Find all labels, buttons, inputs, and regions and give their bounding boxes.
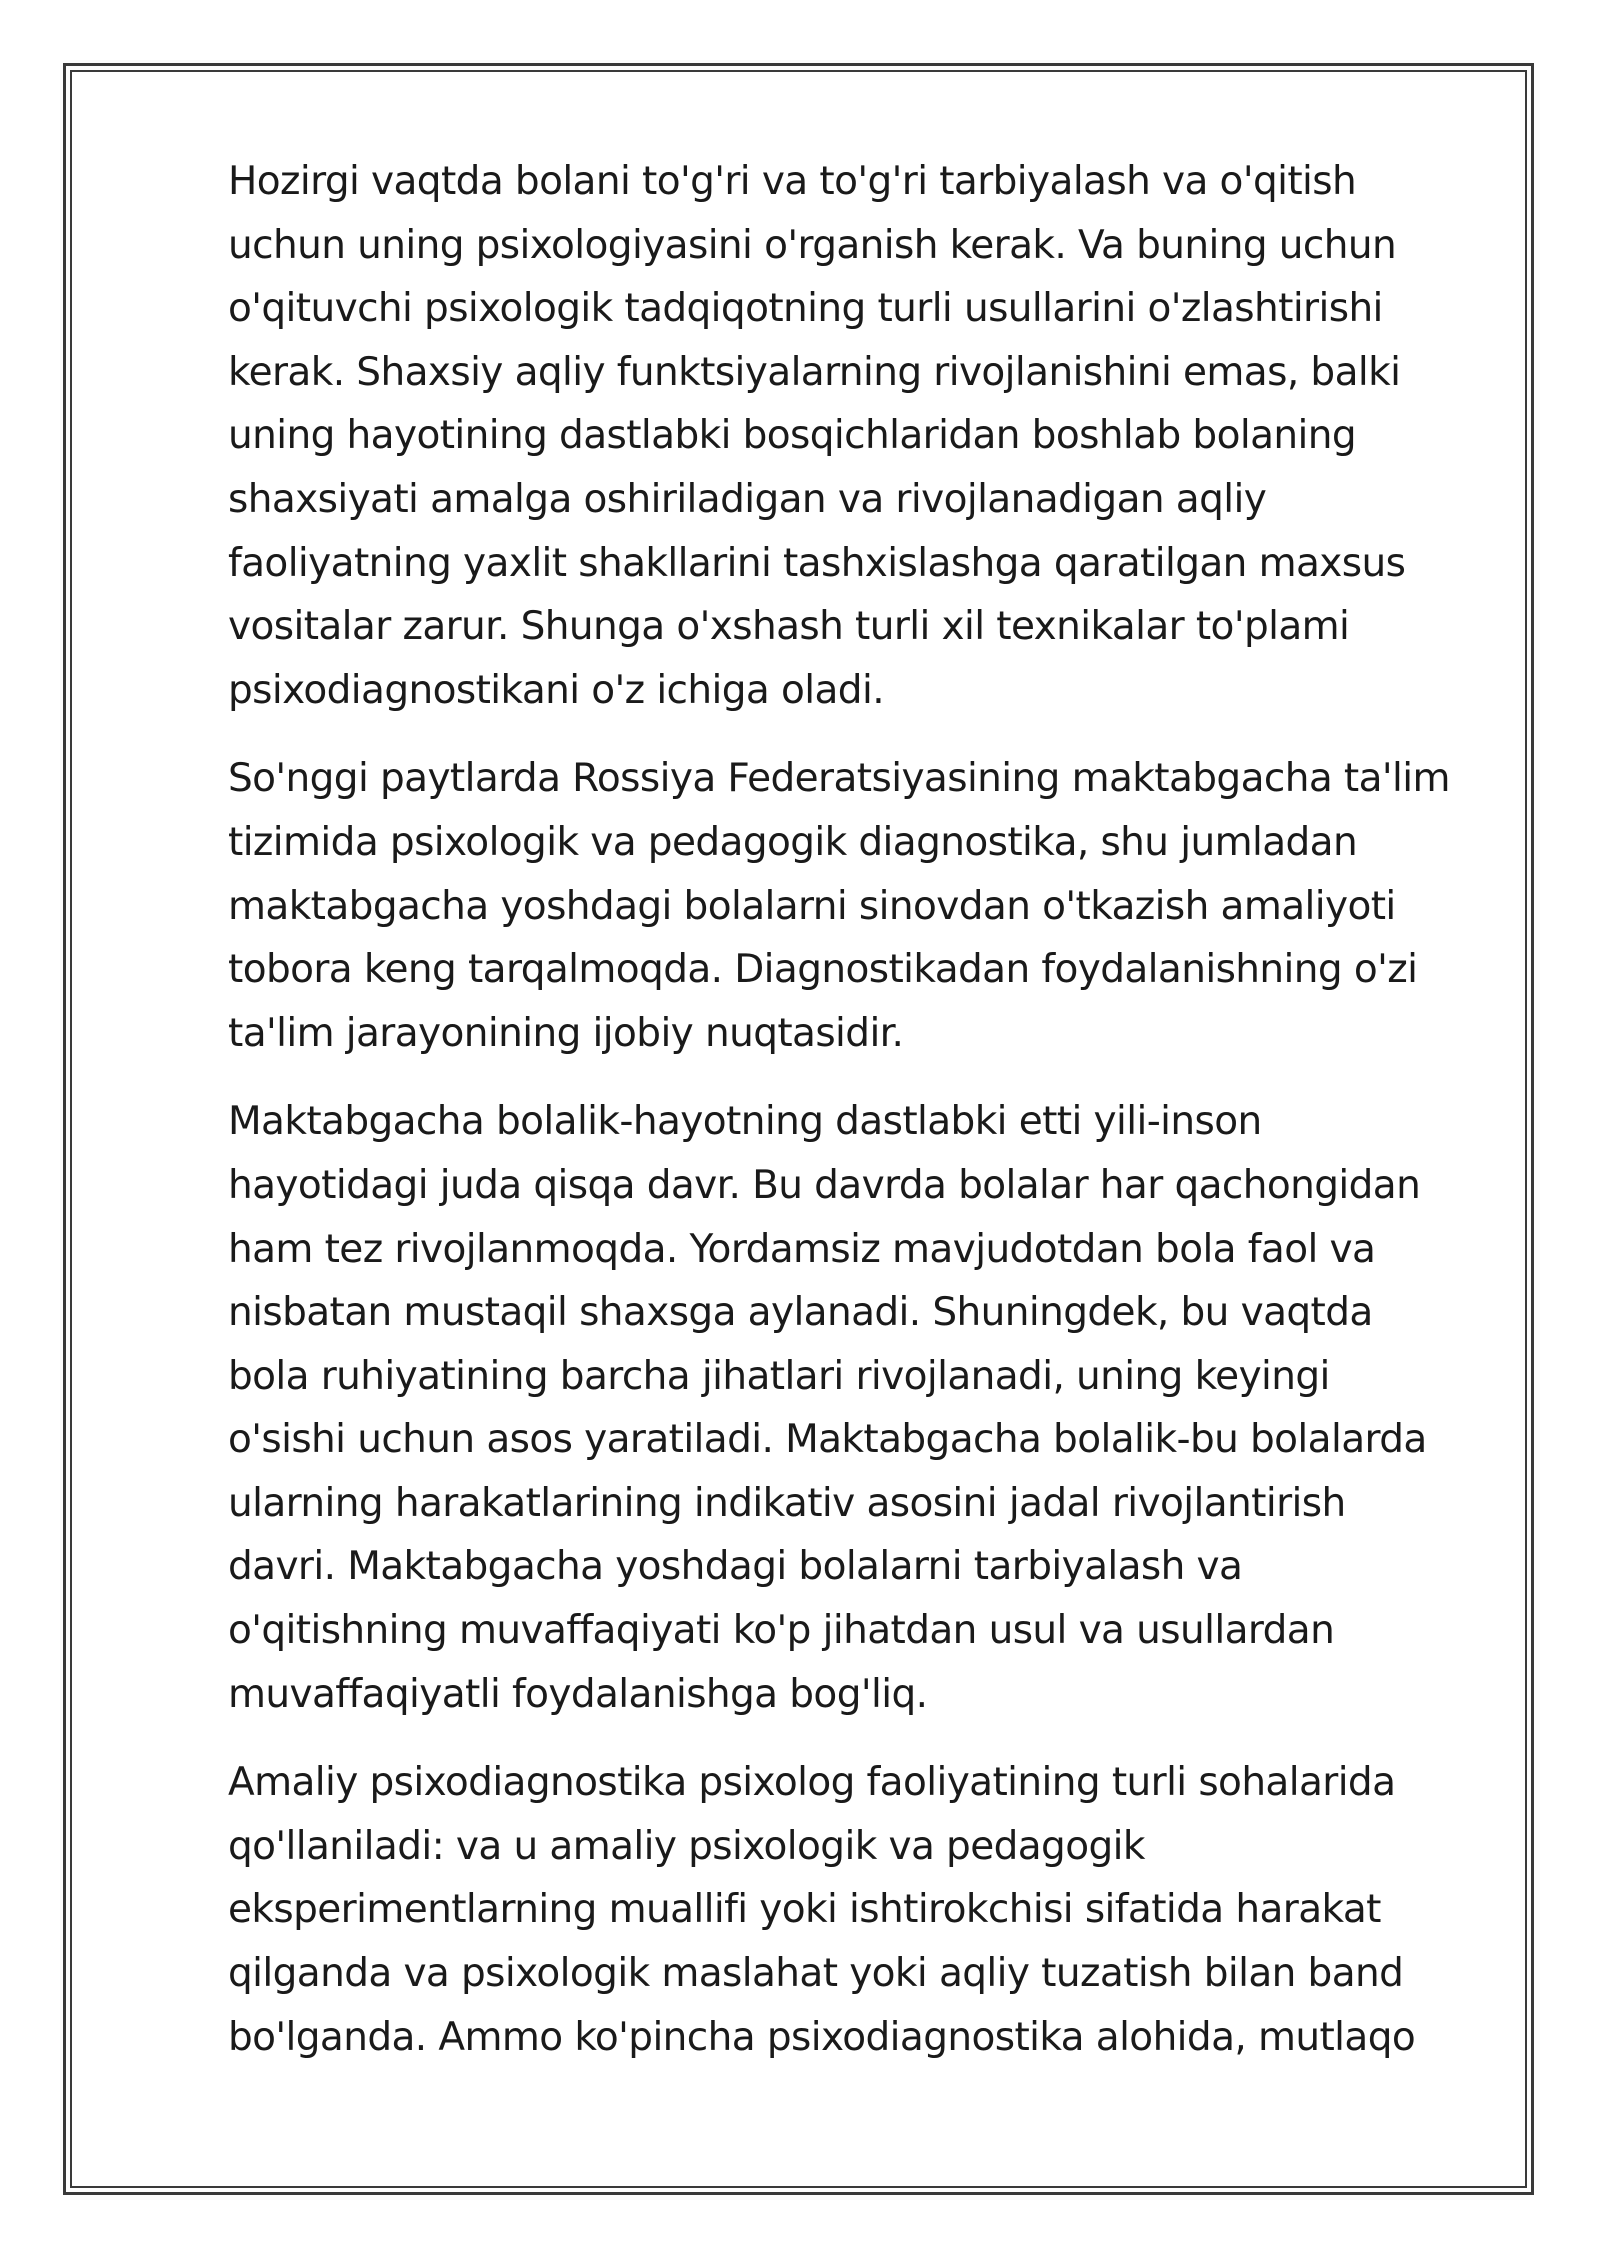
text-line: o'qitishning muvaffaqiyati ko'p jihatdan usul va usullardan	[228, 1608, 1335, 1654]
text-line: qilganda va psixologik maslahat yoki aqliy tuzatish bilan band	[228, 1951, 1404, 1997]
text-line: uning hayotining dastlabki bosqichlaridan boshlab bolaning	[228, 413, 1357, 459]
text-line: o'qituvchi psixologik tadqiqotning turli usullarini o'zlashtirishi	[228, 286, 1383, 332]
text-line: shaxsiyati amalga oshiriladigan va rivojlanadigan aqliy	[228, 476, 1267, 522]
text-line: nisbatan mustaqil shaxsga aylanadi. Shuningdek, bu vaqtda	[228, 1290, 1373, 1336]
paragraph-2	[228, 747, 1478, 1065]
text-line: ham tez rivojlanmoqda. Yordamsiz mavjudotdan bola faol va	[228, 1226, 1376, 1272]
text-line: qo'llaniladi: va u amaliy psixologik va pedagogik	[228, 1823, 1145, 1869]
text-line: Amaliy psixodiagnostika psixolog faoliyatining turli sohalarida	[228, 1760, 1396, 1806]
text-line: eksperimentlarning muallifi yoki ishtirokchisi sifatida harakat	[228, 1887, 1381, 1933]
paragraph-1	[228, 150, 1478, 722]
text-line: o'sishi uchun asos yaratiladi. Maktabgacha bolalik-bu bolalarda	[228, 1417, 1427, 1463]
text-line: faoliyatning yaxlit shakllarini tashxislashga qaratilgan maxsus	[228, 540, 1406, 586]
text-line: davri. Maktabgacha yoshdagi bolalarni tarbiyalash va	[228, 1544, 1243, 1590]
text-line: bola ruhiyatining barcha jihatlari rivojlanadi, uning keyingi	[228, 1353, 1330, 1399]
paragraph-4	[228, 1751, 1478, 2069]
text-line: psixodiagnostikani o'z ichiga oladi.	[228, 667, 884, 713]
text-line: muvaffaqiyatli foydalanishga bog'liq.	[228, 1671, 928, 1717]
text-line: ta'lim jarayonining ijobiy nuqtasidir.	[228, 1010, 904, 1056]
document-body	[228, 150, 1478, 2094]
text-line: maktabgacha yoshdagi bolalarni sinovdan o'tkazish amaliyoti	[228, 883, 1396, 929]
text-line: tobora keng tarqalmoqda. Diagnostikadan foydalanishning o'zi	[228, 947, 1418, 993]
text-line: vositalar zarur. Shunga o'xshash turli xil texnikalar to'plami	[228, 604, 1350, 650]
text-line: ularning harakatlarining indikativ asosini jadal rivojlantirish	[228, 1480, 1346, 1526]
text-line: uchun uning psixologiyasini o'rganish kerak. Va buning uchun	[228, 222, 1397, 268]
text-line: Maktabgacha bolalik-hayotning dastlabki etti yili-inson	[228, 1099, 1262, 1145]
text-line: bo'lganda. Ammo ko'pincha psixodiagnostika alohida, mutlaqo	[228, 2014, 1416, 2060]
text-line: tizimida psixologik va pedagogik diagnostika, shu jumladan	[228, 819, 1358, 865]
text-line: kerak. Shaxsiy aqliy funktsiyalarning rivojlanishini emas, balki	[228, 349, 1401, 395]
paragraph-3	[228, 1090, 1478, 1726]
text-line: Hozirgi vaqtda bolani to'g'ri va to'g'ri tarbiyalash va o'qitish	[228, 159, 1357, 204]
text-line: hayotidagi juda qisqa davr. Bu davrda bolalar har qachongidan	[228, 1162, 1421, 1208]
text-line: So'nggi paytlarda Rossiya Federatsiyasining maktabgacha ta'lim	[228, 756, 1450, 802]
